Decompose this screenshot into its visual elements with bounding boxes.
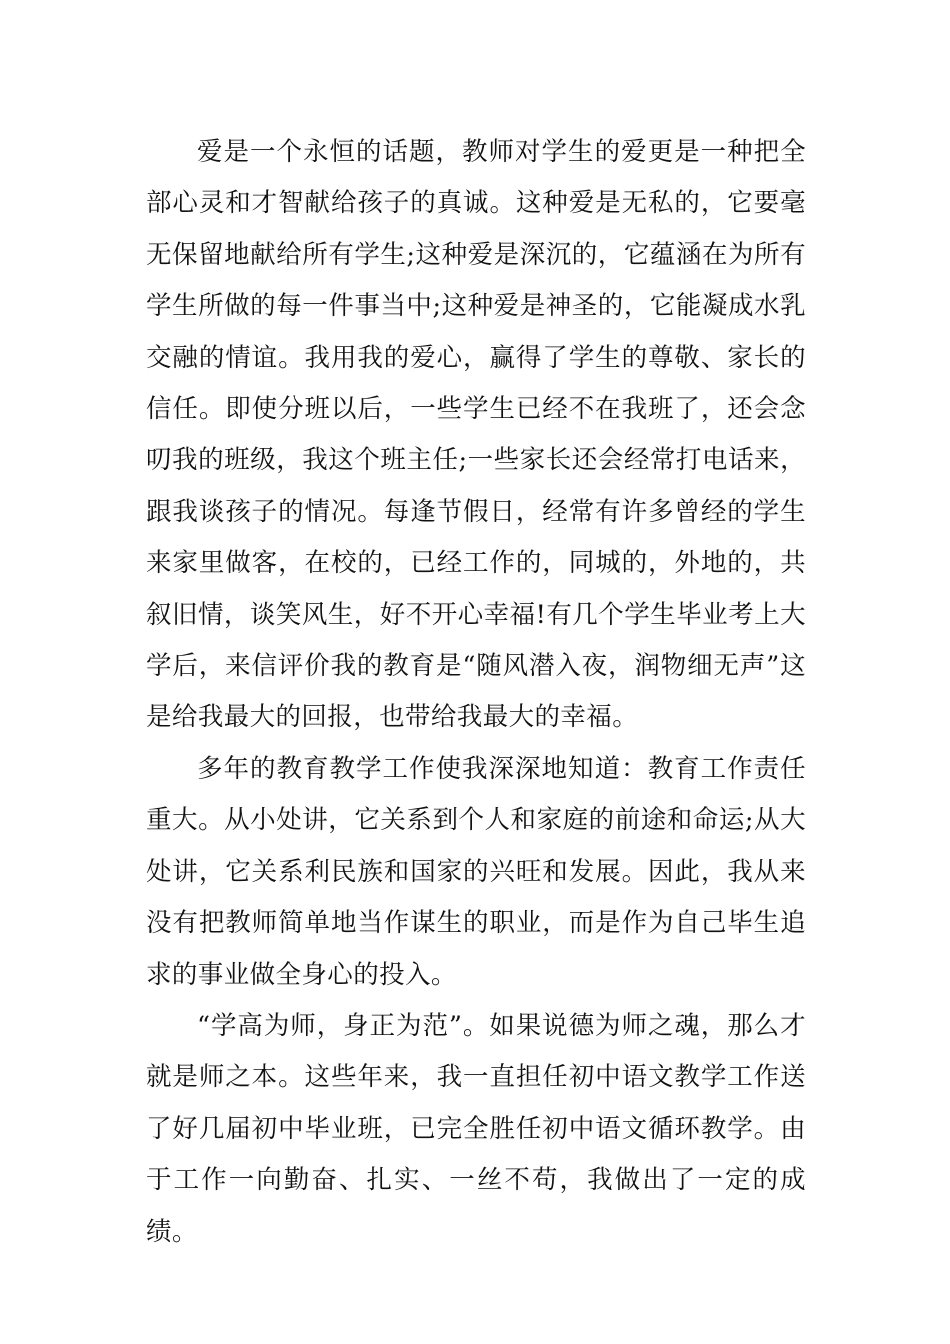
paragraph-education-responsibility: 多年的教育教学工作使我深深地知道：教育工作责任重大。从小处讲，它关系到个人和家庭的前途和命运;从大处讲，它关系利民族和国家的兴旺和发展。因此，我从来没有把教师简单地当作谋生的职业，而是作为自己毕生追求的事业做全身心的投入。 xyxy=(146,753,806,990)
document-body xyxy=(146,127,806,1258)
paragraph-love-for-students: 爱是一个永恒的话题，教师对学生的爱更是一种把全部心灵和才智献给孩子的真诚。这种爱是无私的，它要毫无保留地献给所有学生;这种爱是深沉的，它蕴涵在为所有学生所做的每一件事当中;这种爱是神圣的，它能凝成水乳交融的情谊。我用我的爱心，赢得了学生的尊敬、家长的信任。即使分班以后，一些学生已经不在我班了，还会念叨我的班级，我这个班主任;一些家长还会经常打电话来，跟我谈孩子的情况。每逢节假日，经常有许多曾经的学生来家里做客，在校的，已经工作的，同城的，外地的，共叙旧情，谈笑风生，好不开心幸福!有几个学生毕业考上大学后，来信评价我的教育是“随风潜入夜，润物细无声”这是给我最大的回报，也带给我最大的幸福。 xyxy=(146,137,806,733)
paragraph-teaching-achievement: “学高为师，身正为范”。如果说德为师之魂，那么才就是师之本。这些年来，我一直担任初中语文教学工作送了好几届初中毕业班，已完全胜任初中语文循环教学。由于工作一向勤奋、扎实、一丝不苟，我做出了一定的成绩。 xyxy=(146,1010,806,1247)
